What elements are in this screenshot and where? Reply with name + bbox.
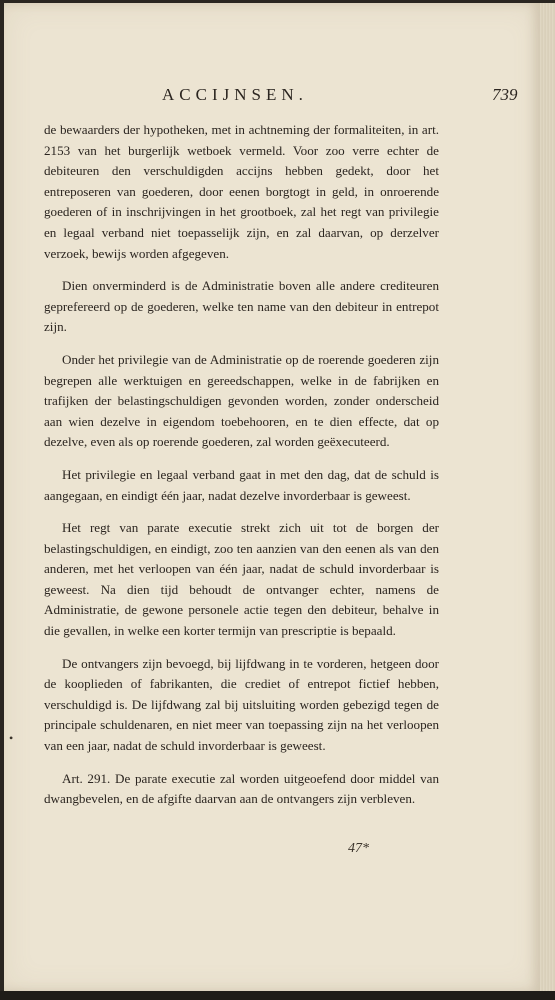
page-number: 739 bbox=[492, 85, 518, 104]
page-header bbox=[4, 85, 540, 111]
paragraph: de bewaarders der hypotheken, met in achtneming der formaliteiten, in art. 2153 van het burgerlijk wetboek vermeld. Voor zoo verre echter de debiteuren den verschuldigden accijns hebben gedekt, door het entreposeren van goederen, door eenen borgtogt in geld, in onroerende goederen of in inschrijvingen in het grootboek, zal het regt van privilegie en legaal verband niet toepasselijk zijn, en zal daarvan, op derzelver verzoek, bewijs worden afgegeven. bbox=[44, 122, 439, 261]
paragraph: Het regt van parate executie strekt zich uit tot de borgen der belastingschuldigen, en eindigt, zoo ten aanzien van den eenen als van den anderen, met het verloopen van één jaar, nadat de schuld invorderbaar is geweest. Na dien tijd behoudt de ontvanger echter, namens de Administratie, de gewone personele actie tegen den debiteur, behalve in die gevallen, in welke een korter termijn van prescriptie is bepaald. bbox=[44, 520, 439, 639]
paragraph: Onder het privilegie van de Administratie op de roerende goederen zijn begrepen alle werktuigen en gereedschappen, welke in de fabrijken en trafijken der belastingschuldigen gevonden worden, zonder onderscheid aan wien dezelve in eigendom toebehooren, en te dien effecte, dat op dezelve, even als op roerende goederen, zal worden geëxecuteerd. bbox=[44, 351, 439, 450]
page-fore-edge bbox=[540, 3, 555, 991]
signature-mark: 47* bbox=[348, 841, 369, 856]
page-bottom-shadow bbox=[0, 991, 555, 1000]
paragraph: De ontvangers zijn bevoegd, bij lijfdwang in te vorderen, hetgeen door de kooplieden of fabrikanten, die crediet of entrepot fictief hebben, verschuldigd is. De lijfdwang zal bij uitsluiting worden gebezigd tegen de principale schuldenaren, en niet meer van toepassing zijn na het verloopen van een jaar, nadat de schuld invorderbaar is geweest. bbox=[44, 655, 439, 754]
margin-dot: • bbox=[9, 731, 14, 745]
body-text bbox=[44, 120, 439, 822]
paragraph: Het privilegie en legaal verband gaat in met den dag, dat de schuld is aangegaan, en eindigt één jaar, nadat dezelve invorderbaar is geweest. bbox=[44, 466, 439, 503]
book-page bbox=[4, 3, 540, 991]
running-title: ACCIJNSEN. bbox=[162, 85, 308, 104]
paragraph: Art. 291. De parate executie zal worden uitgeoefend door middel van dwangbevelen, en de afgifte daarvan aan de ontvangers zijn verbleven. bbox=[44, 770, 439, 807]
paragraph: Dien onverminderd is de Administratie boven alle andere crediteuren geprefereerd op de goederen, welke ten name van den debiteur in entrepot zijn. bbox=[44, 278, 439, 335]
